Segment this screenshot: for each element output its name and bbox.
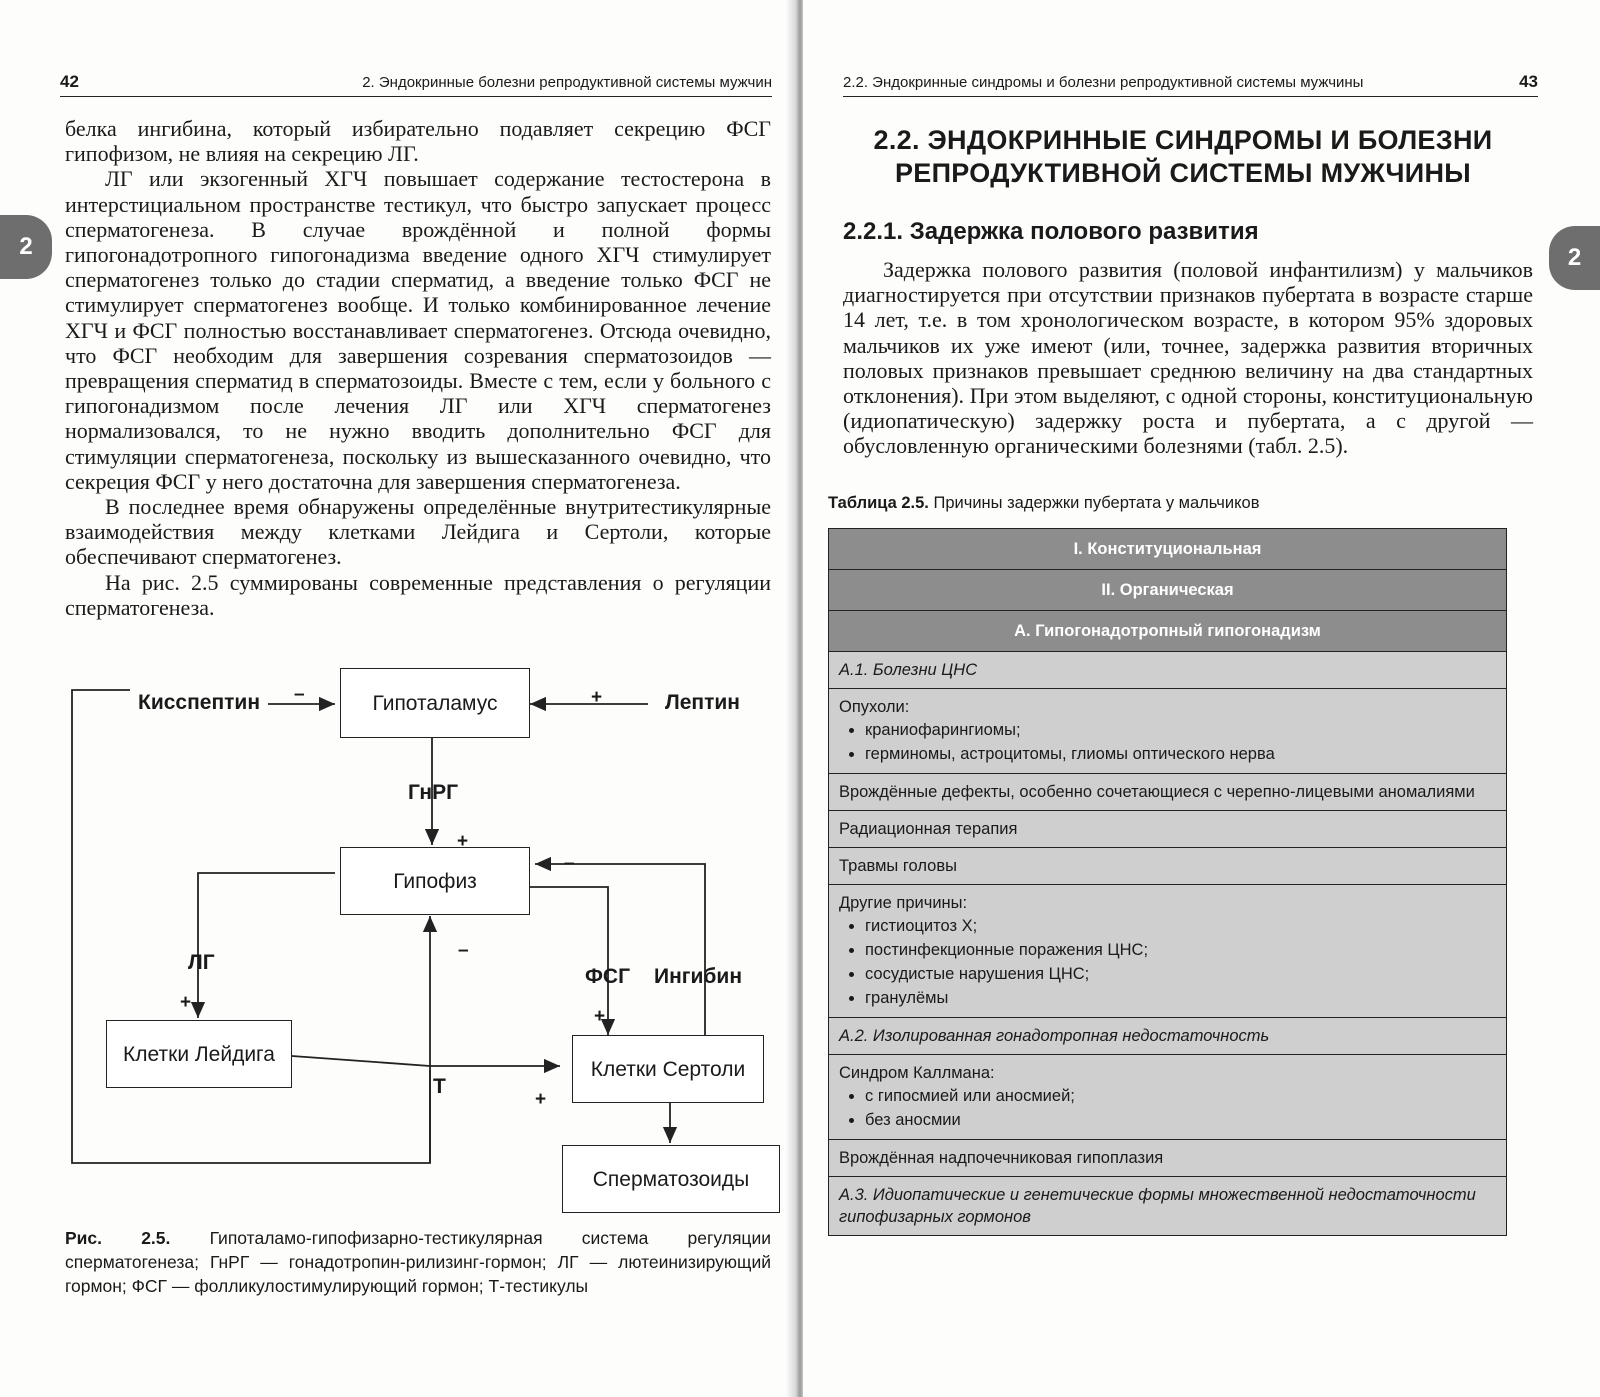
- fsh-label: ФСГ: [585, 965, 630, 988]
- page-number: 43: [1519, 72, 1538, 91]
- table-row: A.3. Идиопатические и генетические формы множественной недостаточности гипофизарных гормонов: [829, 1177, 1506, 1235]
- spermatozoa-box: Сперматозоиды: [562, 1145, 780, 1213]
- table-row: [829, 1055, 1506, 1140]
- leptin-label: Лептин: [665, 691, 740, 714]
- figure-caption: [65, 1226, 771, 1298]
- list-item: • с гипосмией или аносмией;: [865, 1084, 1496, 1108]
- list-title: Опухоли:: [839, 698, 910, 716]
- table-row: Травмы головы: [829, 848, 1506, 885]
- list-item: • без аносмии: [865, 1108, 1496, 1132]
- running-title: 2.2. Эндокринные синдромы и болезни репродуктивной системы мужчины: [843, 74, 1364, 91]
- subsection-title: 2.2.1. Задержка полового развития: [843, 218, 1259, 245]
- list-item: • краниофарингиомы;: [865, 718, 1496, 742]
- running-head-right: [843, 66, 1538, 97]
- page-number: 42: [60, 72, 79, 91]
- table-row: [829, 689, 1506, 774]
- gnrh-sign: +: [457, 831, 469, 852]
- list-item: • сосудистые нарушения ЦНС;: [865, 962, 1496, 986]
- inhibin-label: Ингибин: [654, 965, 742, 988]
- table-row: [829, 885, 1506, 1018]
- figure-label: Рис. 2.5.: [65, 1228, 171, 1248]
- table-row: A.1. Болезни ЦНС: [829, 652, 1506, 689]
- leydig-cells-box: Клетки Лейдига: [106, 1020, 292, 1088]
- chapter-tab: 2: [0, 215, 52, 279]
- testis-sertoli-sign: +: [535, 1089, 547, 1110]
- table-row: Врождённые дефекты, особенно сочетающиеся с черепно-лицевыми аномалиями: [829, 774, 1506, 811]
- lh-label: ЛГ: [188, 951, 215, 974]
- fsh-sign: +: [594, 1006, 606, 1027]
- paragraph: На рис. 2.5 суммированы современные представления о регуляции сперматогенеза.: [65, 569, 771, 620]
- table-row: A. Гипогонадотропный гипогонадизм: [829, 611, 1506, 652]
- leptin-sign: +: [591, 687, 603, 708]
- table-label: Таблица 2.5.: [828, 494, 929, 512]
- table-row: A.2. Изолированная гонадотропная недостаточность: [829, 1018, 1506, 1055]
- bullet-list: [839, 1084, 1496, 1132]
- list-title: Синдром Каллмана:: [839, 1064, 995, 1082]
- table-caption-text: Причины задержки пубертата у мальчиков: [933, 494, 1260, 512]
- left-page: [0, 0, 797, 1397]
- hypothalamus-box: Гипоталамус: [340, 668, 530, 738]
- running-title: 2. Эндокринные болезни репродуктивной системы мужчин: [362, 74, 772, 91]
- table-row: Радиационная терапия: [829, 811, 1506, 848]
- kisspeptin-sign: –: [294, 684, 305, 705]
- causes-table: [828, 528, 1507, 1236]
- kisspeptin-label: Кисспептин: [138, 691, 261, 714]
- list-item: • герминомы, астроцитомы, глиомы оптического нерва: [865, 742, 1496, 766]
- chapter-tab: 2: [1549, 226, 1600, 290]
- list-item: • гранулёмы: [865, 986, 1496, 1010]
- table-row: I. Конституциональная: [829, 529, 1506, 570]
- sertoli-cells-box: Клетки Сертоли: [572, 1035, 764, 1103]
- right-page: [803, 0, 1600, 1397]
- figure-caption-text: Гипоталамо-гипофизарно-тестикулярная система регуляции сперматогенеза; ГнРГ — гонадотропин-рилизинг-гормон; ЛГ — лютеинизирующий гормон; ФСГ — фолликулостимулирующий гормон; Т-тестикулы: [65, 1228, 771, 1296]
- list-title: Другие причины:: [839, 894, 968, 912]
- list-item: • постинфекционные поражения ЦНС;: [865, 938, 1496, 962]
- table-row: Врождённая надпочечниковая гипоплазия: [829, 1140, 1506, 1177]
- table-row: II. Органическая: [829, 570, 1506, 611]
- section-title: 2.2. ЭНДОКРИННЫЕ СИНДРОМЫ И БОЛЕЗНИ РЕПРОДУКТИВНОЙ СИСТЕМЫ МУЖЧИНЫ: [873, 125, 1493, 188]
- testis-label: Т: [433, 1075, 446, 1098]
- regulation-diagram: [0, 0, 797, 1397]
- table-caption: [828, 494, 1259, 513]
- gnrh-label: ГнРГ: [408, 781, 458, 804]
- paragraph: В последнее время обнаружены определённые внутритестикулярные взаимодействия между клетками Лейдига и Сертоли, которые обеспечивают сперматогенез.: [65, 494, 771, 570]
- paragraph: белка ингибина, который избирательно подавляет секрецию ФСГ гипофизом, не влияя на секрецию ЛГ.: [65, 116, 771, 167]
- bullet-list: [839, 914, 1496, 1010]
- pituitary-box: Гипофиз: [340, 847, 530, 915]
- testis-feedback-sign: –: [458, 940, 469, 961]
- bullet-list: [839, 718, 1496, 766]
- list-item: • гистиоцитоз Х;: [865, 914, 1496, 938]
- paragraph: ЛГ или экзогенный ХГЧ повышает содержание тестостерона в интерстициальном пространстве тестикул, что быстро запускает процесс сперматогенеза. В случае врождённой и полной формы гипогонадотропного гипогонадизма введение одного ХГЧ стимулирует сперматогенез только до стадии сперматид, а введение только ФСГ не стимулирует сперматогенез вообще. И только комбинированное лечение ХГЧ и ФСГ полностью восстанавливает сперматогенез. Отсюда очевидно, что ФСГ необходим для завершения созревания сперматозоидов — превращения сперматид в сперматозоиды. Вместе с тем, если у больного с гипогонадизмом после лечения ЛГ или ХГЧ сперматогенез нормализовался, то не нужно вводить дополнительно ФСГ для стимуляции сперматогенеза, поскольку из вышесказанного очевидно, что секреция ФСГ у него достаточна для завершения сперматогенеза.: [65, 166, 771, 494]
- right-body-text: [843, 257, 1533, 459]
- paragraph: Задержка полового развития (половой инфантилизм) у мальчиков диагностируется при отсутствии признаков пубертата в возрасте старше 14 лет, т.е. в том хронологическом возрасте, в котором 95% здоровых мальчиков их уже имеют (или, точнее, задержка развития вторичных половых признаков превышает среднюю величину на два стандартных отклонения). При этом выделяют, с одной стороны, конституциональную (идиопатическую) задержку роста и пубертата, а с другой — обусловленную органическими болезнями (табл. 2.5).: [843, 257, 1533, 459]
- lh-sign: +: [180, 992, 192, 1013]
- inhibin-sign: –: [564, 853, 575, 874]
